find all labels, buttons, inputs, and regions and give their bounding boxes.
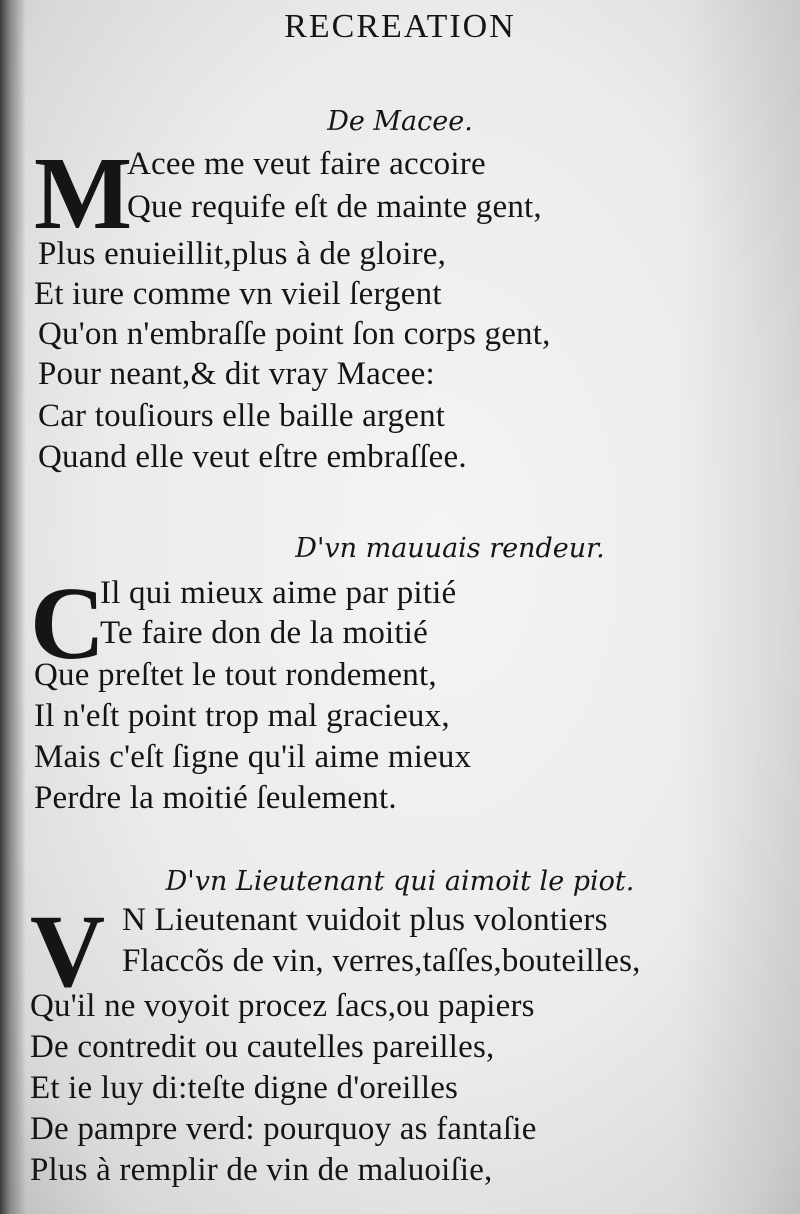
verse-line: N Lieutenant vuidoit plus volontiers — [122, 902, 608, 938]
verse-line: Car touſiours elle baille argent — [38, 398, 446, 434]
dropcap-c: C — [30, 566, 106, 681]
verse-line: Plus enuieillit,plus à de gloire, — [38, 236, 447, 272]
verse-line: Flaccõs de vin, verres,taſſes,bouteilles, — [122, 943, 641, 979]
verse-line: Perdre la moitié ſeulement. — [34, 780, 397, 816]
poem-title-lieutenant: D'vn Lieutenant qui aimoit le piot. — [165, 866, 635, 897]
verse-line: Que requife eſt de mainte gent, — [127, 189, 542, 225]
verse-line: Mais c'eſt ſigne qu'il aime mieux — [34, 739, 472, 775]
page-edge-shade — [680, 0, 800, 1214]
dropcap-m: M — [34, 136, 133, 251]
verse-line: Que preſtet le tout rondement, — [34, 657, 437, 693]
verse-line: Et iure comme vn vieil ſergent — [34, 276, 442, 312]
verse-line: Qu'on n'embraſſe point ſon corps gent, — [38, 316, 551, 352]
verse-line: Te faire don de la moitié — [100, 615, 428, 651]
verse-line: Et ie luy di:teſte digne d'oreilles — [30, 1070, 459, 1106]
verse-line: Qu'il ne voyoit procez ſacs,ou papiers — [30, 988, 535, 1024]
verse-line: De contredit ou cautelles pareilles, — [30, 1029, 495, 1065]
verse-line: Il qui mieux aime par pitié — [100, 575, 457, 611]
verse-line: Quand elle veut eſtre embraſſee. — [38, 439, 467, 475]
verse-line: De pampre verd: pourquoy as fantaſie — [30, 1111, 537, 1147]
page-gutter-shadow — [0, 0, 26, 1214]
verse-line: Pour neant,& dit vray Macee: — [38, 356, 435, 392]
verse-line: Acee me veut faire accoire — [127, 146, 486, 182]
verse-line: Il n'eſt point trop mal gracieux, — [34, 698, 450, 734]
verse-line: Plus à remplir de vin de maluoiſie, — [30, 1152, 493, 1188]
poem-title-macee: De Macee. — [327, 106, 473, 137]
poem-title-rendeur: D'vn mauuais rendeur. — [295, 533, 605, 564]
dropcap-v: V — [30, 894, 106, 1009]
running-head: RECREATION — [284, 8, 516, 45]
